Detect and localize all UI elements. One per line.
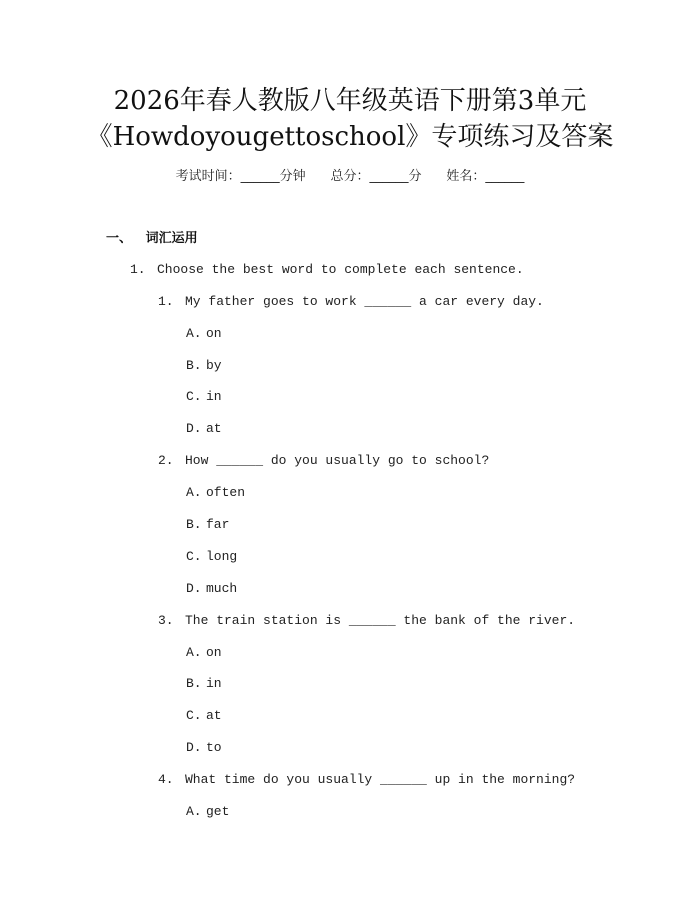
question-3-option-c <box>186 706 222 726</box>
question-text: The train station is ______ the bank of the river. <box>185 613 576 628</box>
question-2-option-a <box>186 483 245 503</box>
question-1-option-a <box>186 324 222 344</box>
question-3-option-a <box>186 643 222 663</box>
score-unit: 分 <box>408 169 422 184</box>
question-1-option-d <box>186 419 222 439</box>
task-instruction <box>130 260 524 280</box>
question-number: 1. <box>158 294 174 309</box>
option-text: far <box>206 517 230 532</box>
option-letter: B. <box>186 517 202 532</box>
option-letter: D. <box>186 740 202 755</box>
document-title-line-1: 2026年春人教版八年级英语下册第3单元 <box>113 86 587 116</box>
task-number: 1. <box>130 262 146 277</box>
task-instruction-text: Choose the best word to complete each sentence. <box>157 262 524 277</box>
option-letter: A. <box>186 485 202 500</box>
option-text: often <box>206 485 246 500</box>
option-text: get <box>206 804 230 819</box>
time-blank: ______ <box>240 169 280 184</box>
question-4-option-a <box>186 802 229 822</box>
option-letter: D. <box>186 421 202 436</box>
option-letter: B. <box>186 358 202 373</box>
option-text: to <box>206 740 222 755</box>
question-text: What time do you usually ______ up in the morning? <box>185 772 576 787</box>
score-blank: ______ <box>369 169 409 184</box>
option-letter: B. <box>186 676 202 691</box>
question-text: My father goes to work ______ a car every day. <box>185 294 544 309</box>
option-text: in <box>206 676 222 691</box>
option-text: on <box>206 645 222 660</box>
question-2-option-c <box>186 547 237 567</box>
document-title-line-2: 《Howdoyougettoschool》专项练习及答案 <box>86 122 614 152</box>
section-title: 词汇运用 <box>145 231 198 246</box>
option-letter: A. <box>186 645 202 660</box>
option-letter: A. <box>186 326 202 341</box>
option-letter: C. <box>186 389 202 404</box>
question-2 <box>158 451 489 471</box>
section-number: 一、 <box>106 231 133 246</box>
name-label: 姓名： <box>446 169 486 184</box>
score-label: 总分： <box>330 169 370 184</box>
question-3 <box>158 611 575 631</box>
question-text: How ______ do you usually go to school? <box>185 453 490 468</box>
time-label: 考试时间： <box>175 169 241 184</box>
option-letter: D. <box>186 581 202 596</box>
section-heading <box>106 229 198 249</box>
question-number: 3. <box>158 613 174 628</box>
option-letter: C. <box>186 549 202 564</box>
option-letter: C. <box>186 708 202 723</box>
question-1-option-c <box>186 387 222 407</box>
question-1-option-b <box>186 356 222 376</box>
option-text: at <box>206 421 222 436</box>
option-text: much <box>206 581 238 596</box>
option-text: at <box>206 708 222 723</box>
option-text: on <box>206 326 222 341</box>
question-2-option-d <box>186 579 237 599</box>
option-text: long <box>206 549 238 564</box>
question-number: 4. <box>158 772 174 787</box>
question-4 <box>158 770 575 790</box>
question-3-option-d <box>186 738 222 758</box>
option-letter: A. <box>186 804 202 819</box>
name-blank: ______ <box>485 169 525 184</box>
question-2-option-b <box>186 515 229 535</box>
option-text: in <box>206 389 222 404</box>
question-number: 2. <box>158 453 174 468</box>
time-unit: 分钟 <box>279 169 306 184</box>
exam-info <box>0 167 700 187</box>
option-text: by <box>206 358 222 373</box>
question-1 <box>158 292 544 312</box>
question-3-option-b <box>186 674 222 694</box>
